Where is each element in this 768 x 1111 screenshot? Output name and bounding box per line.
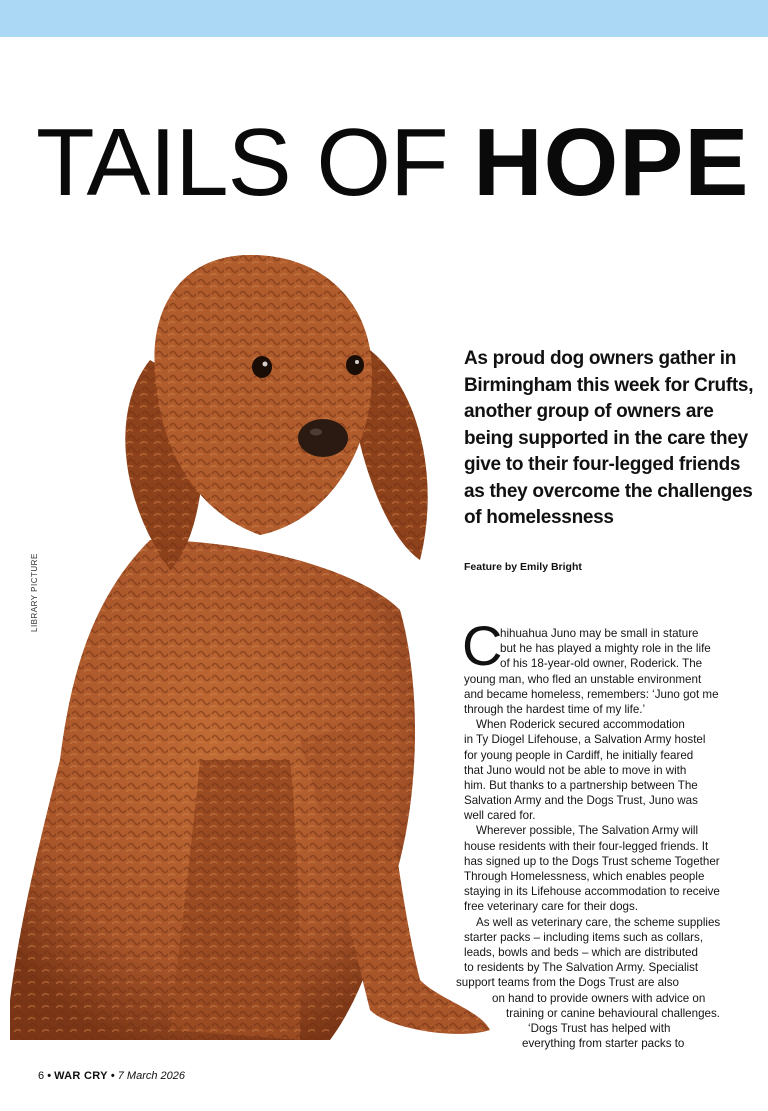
body-line: in Ty Diogel Lifehouse, a Salvation Army hostel (464, 733, 706, 747)
body-line: for young people in Cardiff, he initially feared (464, 748, 694, 762)
body-text (456, 626, 756, 1051)
dog-nose (298, 419, 348, 457)
body-line: and became homeless, remembers: ‘Juno got me (464, 687, 719, 701)
body-line: free veterinary care for their dogs. (464, 900, 638, 914)
body-line: ‘Dogs Trust has helped with (528, 1021, 671, 1035)
body-line: leads, bowls and beds – which are distributed (464, 945, 698, 959)
headline-part-bold: HOPE (473, 109, 750, 216)
body-line: to residents by The Salvation Army. Specialist (464, 961, 699, 975)
dog-eye-left (252, 356, 272, 378)
body-line: As well as veterinary care, the scheme supplies (476, 915, 721, 929)
body-line: Through Homelessness, which enables people (464, 870, 705, 883)
body-line: Wherever possible, The Salvation Army will (476, 824, 699, 838)
body-line: him. But thanks to a partnership between The (464, 778, 698, 792)
body-line: young man, who fled an unstable environment (464, 672, 702, 686)
drop-cap: C (462, 614, 503, 677)
body-line: through the hardest time of my life.’ (464, 702, 646, 716)
photo-credit: LIBRARY PICTURE (30, 553, 39, 632)
body-line: support teams from the Dogs Trust are also (456, 976, 679, 990)
body-line: starter packs – including items such as collars, (464, 930, 704, 944)
body-line: has signed up to the Dogs Trust scheme Together (464, 854, 720, 868)
body-line: house residents with their four-legged friends. It (464, 839, 709, 853)
page-footer (38, 1070, 185, 1082)
headline (36, 108, 749, 218)
body-line: Salvation Army and the Dogs Trust, Juno was (464, 794, 698, 808)
footer-separator: • (47, 1070, 52, 1082)
dog-photo (0, 240, 503, 1050)
body-line: hihuahua Juno may be small in stature (500, 627, 699, 640)
byline: Feature by Emily Bright (464, 561, 582, 573)
body-line: on hand to provide owners with advice on (492, 991, 706, 1005)
body-line: training or canine behavioural challenges. (506, 1006, 720, 1020)
headline-part-light: TAILS OF (36, 109, 474, 216)
body-line: staying in its Lifehouse accommodation to receive (464, 885, 720, 899)
body-line: well cared for. (464, 809, 536, 823)
body-line: everything from starter packs to (522, 1037, 685, 1051)
footer-separator: • (110, 1070, 115, 1082)
top-color-bar (0, 0, 768, 37)
publication-name: WAR CRY (54, 1070, 108, 1082)
page-number: 6 (38, 1070, 45, 1082)
dog-eye-right (346, 355, 364, 375)
body-line: of his 18-year-old owner, Roderick. The (500, 657, 703, 671)
body-line: When Roderick secured accommodation (476, 718, 685, 732)
standfirst: As proud dog owners gather in Birmingham this week for Crufts, another group of owners are being supported in the care they give to their four-legged friends as they overcome the challenges of homelessness (464, 348, 754, 528)
issue-date: 7 March 2026 (117, 1070, 185, 1082)
body-line: but he has played a mighty role in the life (500, 642, 711, 656)
body-line: that Juno would not be able to move in with (464, 763, 687, 777)
